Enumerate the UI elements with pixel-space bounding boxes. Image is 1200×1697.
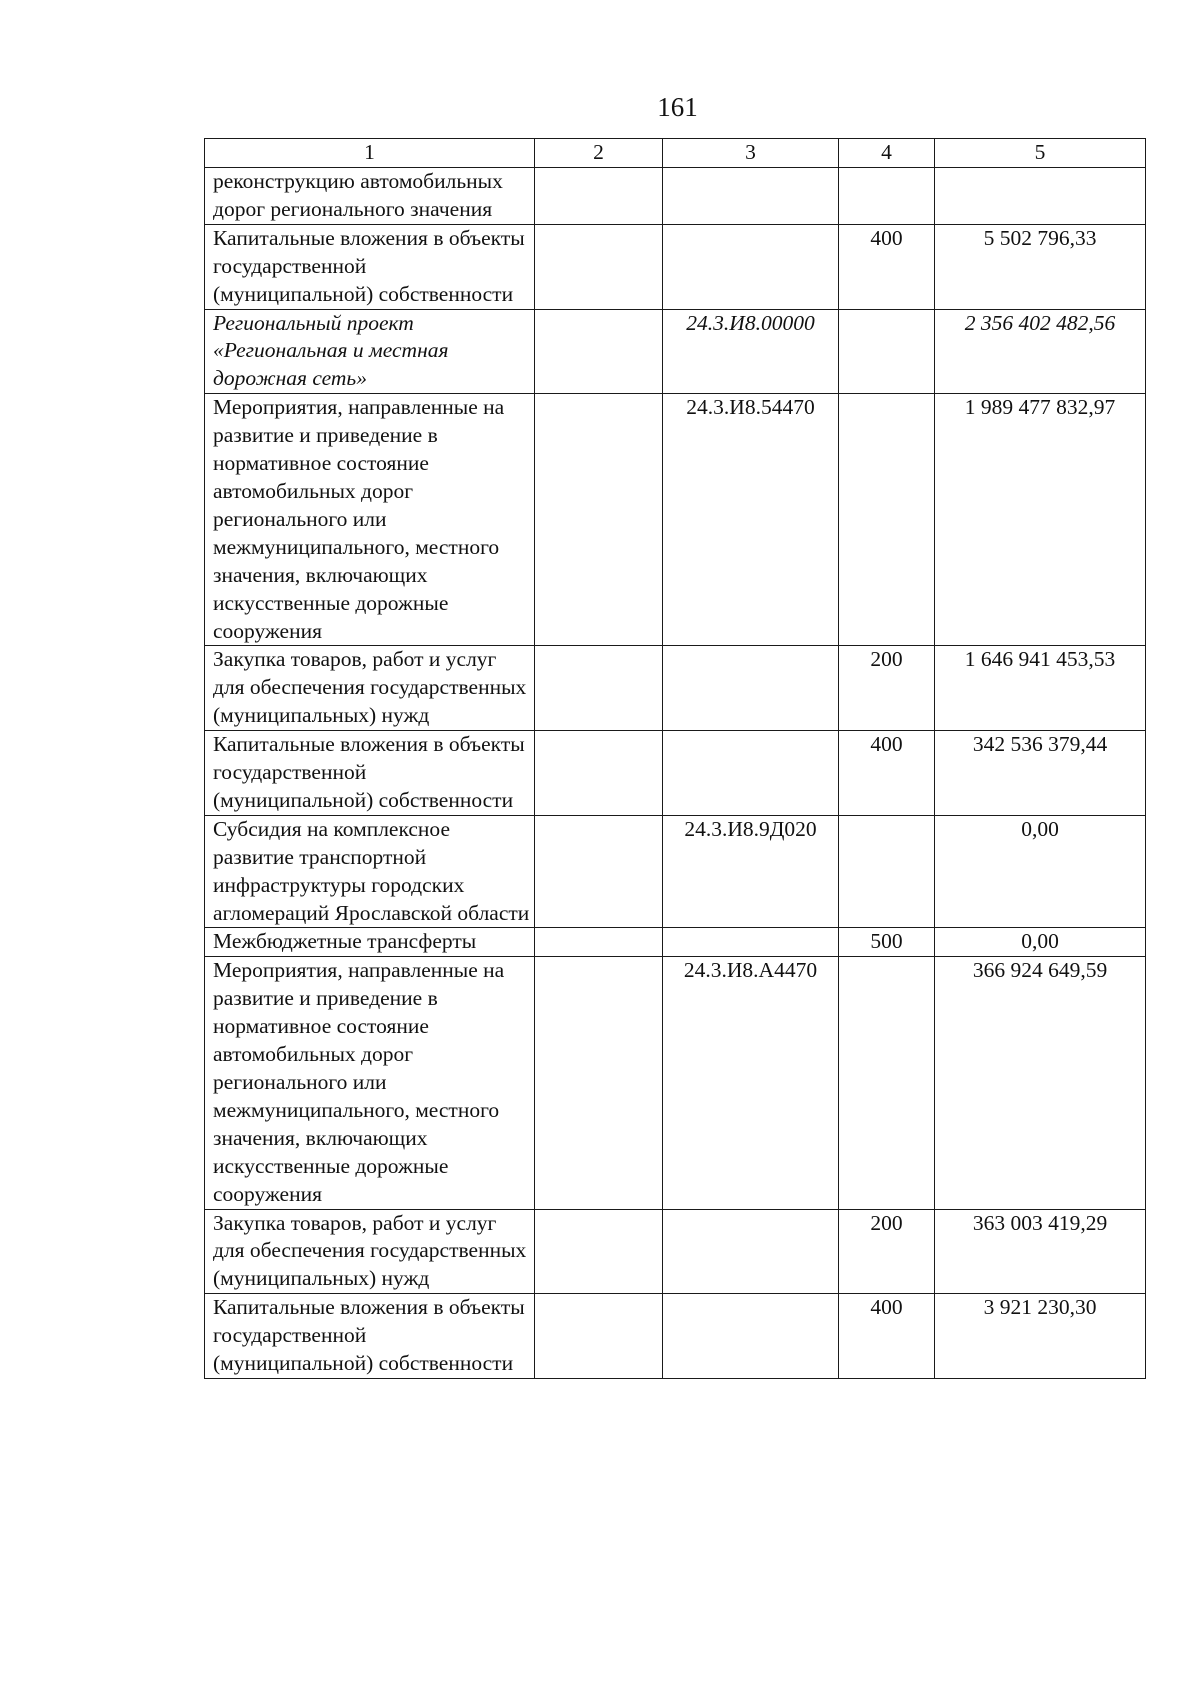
row-amount-cell: 5 502 796,33 bbox=[935, 224, 1146, 309]
row-amount-cell: 2 356 402 482,56 bbox=[935, 309, 1146, 394]
row-section-cell bbox=[535, 957, 663, 1209]
row-target-code-cell: 24.3.И8.А4470 bbox=[663, 957, 839, 1209]
row-amount-cell: 342 536 379,44 bbox=[935, 731, 1146, 816]
row-target-code-cell: 24.3.И8.00000 bbox=[663, 309, 839, 394]
budget-table bbox=[204, 138, 1146, 1379]
row-target-code-cell bbox=[663, 168, 839, 225]
row-target-code-cell: 24.3.И8.9Д020 bbox=[663, 815, 839, 928]
row-name-cell: Региональный проект «Региональная и местная дорожная сеть» bbox=[205, 309, 535, 394]
row-target-code-cell bbox=[663, 1294, 839, 1379]
table-row bbox=[205, 1294, 1146, 1379]
row-section-cell bbox=[535, 731, 663, 816]
row-section-cell bbox=[535, 224, 663, 309]
column-header-2: 2 bbox=[535, 139, 663, 168]
table-header-row bbox=[205, 139, 1146, 168]
row-section-cell bbox=[535, 394, 663, 646]
row-amount-cell: 0,00 bbox=[935, 815, 1146, 928]
row-section-cell bbox=[535, 309, 663, 394]
row-amount-cell: 363 003 419,29 bbox=[935, 1209, 1146, 1294]
row-name-cell: Мероприятия, направленные на развитие и приведение в нормативное состояние автомобильных дорог регионального или межмуниципального, местного значения, включающих искусственные дорожные сооружения bbox=[205, 394, 535, 646]
row-name-cell: Закупка товаров, работ и услуг для обеспечения государственных (муниципальных) нужд bbox=[205, 646, 535, 731]
table-row bbox=[205, 1209, 1146, 1294]
row-amount-cell: 3 921 230,30 bbox=[935, 1294, 1146, 1379]
row-target-code-cell bbox=[663, 928, 839, 957]
page-number: 161 bbox=[657, 92, 698, 122]
column-header-4: 4 bbox=[839, 139, 935, 168]
table-row bbox=[205, 224, 1146, 309]
table-row bbox=[205, 394, 1146, 646]
row-expense-type-cell: 500 bbox=[839, 928, 935, 957]
column-header-3: 3 bbox=[663, 139, 839, 168]
row-expense-type-cell: 400 bbox=[839, 1294, 935, 1379]
row-name-cell: Закупка товаров, работ и услуг для обеспечения государственных (муниципальных) нужд bbox=[205, 1209, 535, 1294]
row-section-cell bbox=[535, 168, 663, 225]
row-name-cell: Капитальные вложения в объекты государственной (муниципальной) собственности bbox=[205, 1294, 535, 1379]
table-row bbox=[205, 168, 1146, 225]
column-header-1: 1 bbox=[205, 139, 535, 168]
row-name-cell: Капитальные вложения в объекты государственной (муниципальной) собственности bbox=[205, 224, 535, 309]
row-amount-cell: 366 924 649,59 bbox=[935, 957, 1146, 1209]
table-row bbox=[205, 731, 1146, 816]
row-expense-type-cell bbox=[839, 957, 935, 1209]
table-row bbox=[205, 309, 1146, 394]
row-expense-type-cell bbox=[839, 168, 935, 225]
row-name-cell: реконструкцию автомобильных дорог регионального значения bbox=[205, 168, 535, 225]
row-expense-type-cell: 400 bbox=[839, 731, 935, 816]
row-section-cell bbox=[535, 646, 663, 731]
table-row bbox=[205, 815, 1146, 928]
table-row bbox=[205, 646, 1146, 731]
row-amount-cell bbox=[935, 168, 1146, 225]
column-header-5: 5 bbox=[935, 139, 1146, 168]
row-target-code-cell bbox=[663, 1209, 839, 1294]
row-target-code-cell bbox=[663, 224, 839, 309]
row-expense-type-cell: 200 bbox=[839, 646, 935, 731]
table-body bbox=[205, 168, 1146, 1379]
row-section-cell bbox=[535, 1294, 663, 1379]
table-row bbox=[205, 928, 1146, 957]
row-name-cell: Субсидия на комплексное развитие транспортной инфраструктуры городских агломераций Ярославской области bbox=[205, 815, 535, 928]
row-section-cell bbox=[535, 1209, 663, 1294]
row-expense-type-cell bbox=[839, 309, 935, 394]
row-section-cell bbox=[535, 928, 663, 957]
row-amount-cell: 1 989 477 832,97 bbox=[935, 394, 1146, 646]
row-section-cell bbox=[535, 815, 663, 928]
row-expense-type-cell bbox=[839, 815, 935, 928]
row-target-code-cell: 24.3.И8.54470 bbox=[663, 394, 839, 646]
row-target-code-cell bbox=[663, 646, 839, 731]
row-amount-cell: 1 646 941 453,53 bbox=[935, 646, 1146, 731]
row-expense-type-cell: 400 bbox=[839, 224, 935, 309]
row-target-code-cell bbox=[663, 731, 839, 816]
row-expense-type-cell bbox=[839, 394, 935, 646]
table-row bbox=[205, 957, 1146, 1209]
budget-table-container bbox=[204, 138, 1145, 1379]
row-name-cell: Капитальные вложения в объекты государственной (муниципальной) собственности bbox=[205, 731, 535, 816]
row-name-cell: Межбюджетные трансферты bbox=[205, 928, 535, 957]
row-expense-type-cell: 200 bbox=[839, 1209, 935, 1294]
row-name-cell: Мероприятия, направленные на развитие и приведение в нормативное состояние автомобильных дорог регионального или межмуниципального, местного значения, включающих искусственные дорожные сооружения bbox=[205, 957, 535, 1209]
row-amount-cell: 0,00 bbox=[935, 928, 1146, 957]
